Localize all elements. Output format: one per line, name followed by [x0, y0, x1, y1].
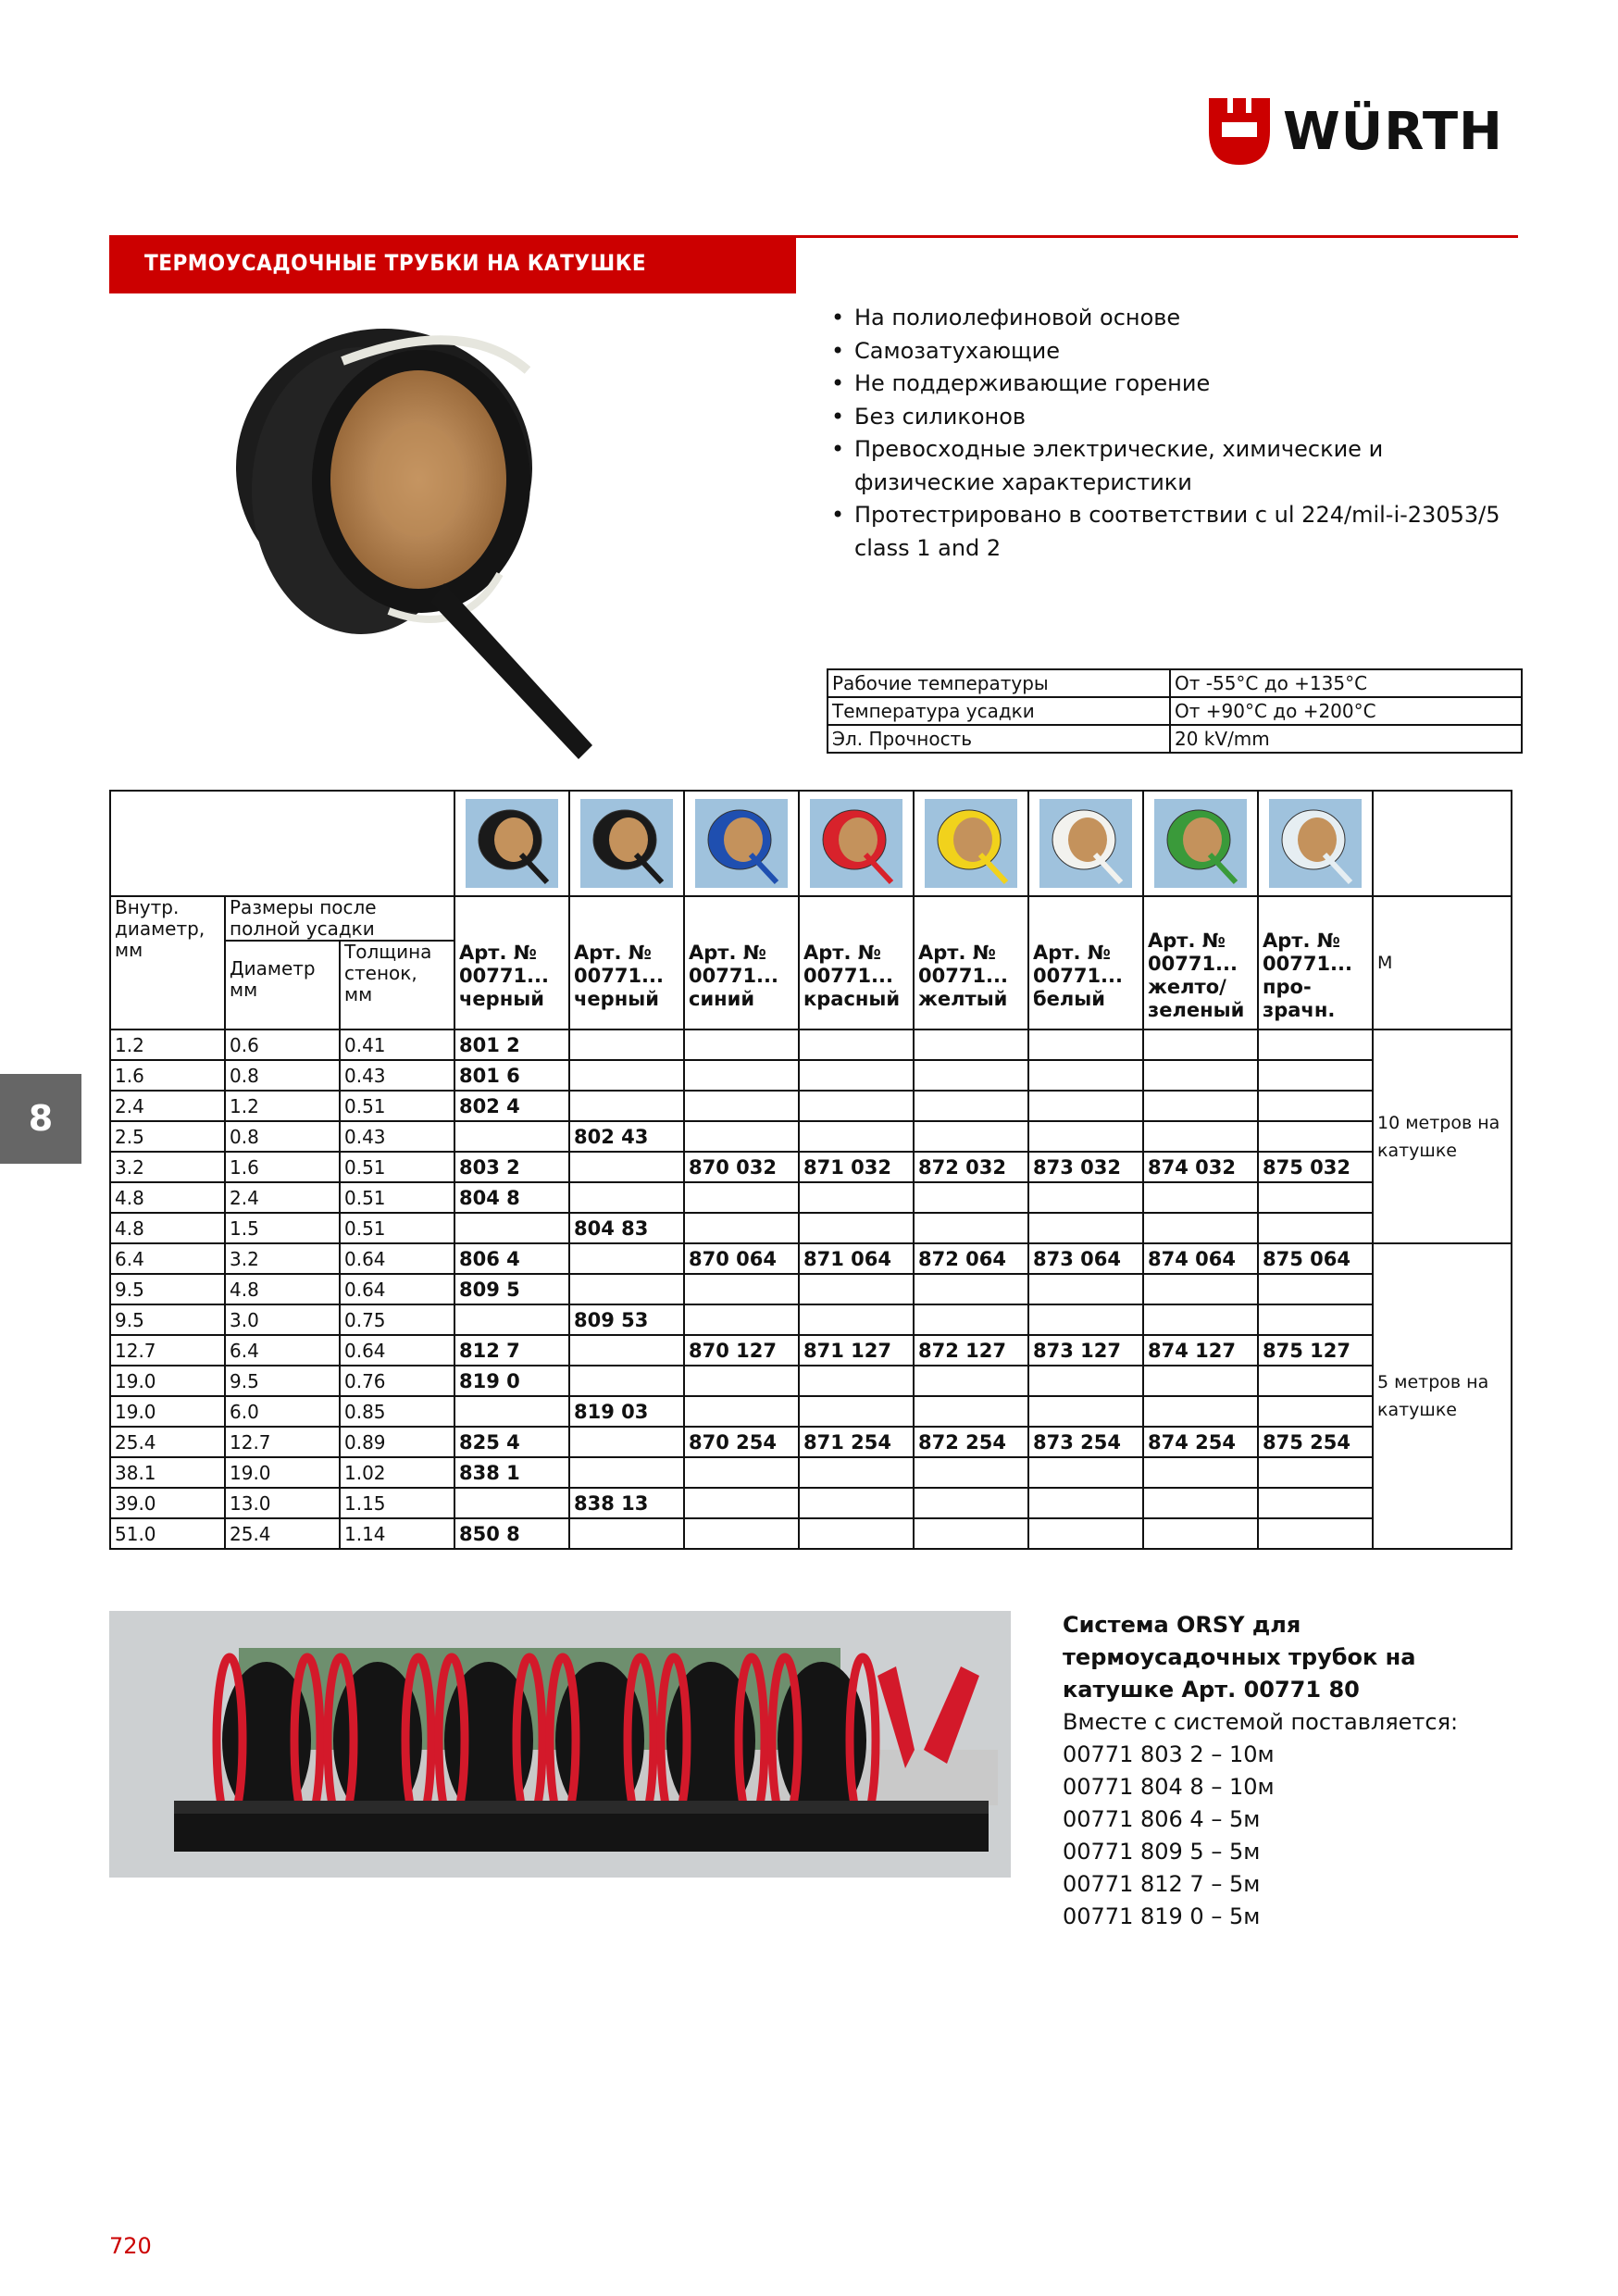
article-cell	[1143, 1121, 1258, 1152]
article-cell	[1143, 1091, 1258, 1121]
article-cell	[1028, 1182, 1143, 1213]
article-cell: 873 064	[1028, 1243, 1143, 1274]
length-group: 5 метров на катушке	[1373, 1243, 1512, 1549]
product-table	[109, 790, 1512, 1550]
dimension-cell: 38.1	[110, 1457, 225, 1488]
reel-swatch-icon	[1154, 799, 1247, 888]
article-cell	[1028, 1304, 1143, 1335]
reel-swatch-icon	[695, 799, 788, 888]
article-cell	[1258, 1396, 1373, 1427]
col-art: Арт. № 00771... синий	[684, 896, 799, 1029]
article-cell	[1143, 1518, 1258, 1549]
article-cell	[914, 1366, 1028, 1396]
article-cell: 875 064	[1258, 1243, 1373, 1274]
article-cell	[799, 1396, 914, 1427]
orsy-item: 00771 803 2 – 10м	[1063, 1741, 1275, 1767]
dimension-cell: 0.8	[225, 1060, 340, 1091]
length-group: 10 метров на катушке	[1373, 1029, 1512, 1243]
dimension-cell: 51.0	[110, 1518, 225, 1549]
col-art: Арт. № 00771... черный	[569, 896, 684, 1029]
col-art: Арт. № 00771... черный	[454, 896, 569, 1029]
col-art: Арт. № 00771... красный	[799, 896, 914, 1029]
article-cell	[1258, 1060, 1373, 1091]
table-row	[110, 1488, 1512, 1518]
dimension-cell: 4.8	[225, 1274, 340, 1304]
article-cell: 874 032	[1143, 1152, 1258, 1182]
article-cell: 838 1	[454, 1457, 569, 1488]
dimension-cell: 13.0	[225, 1488, 340, 1518]
dimension-cell: 9.5	[225, 1366, 340, 1396]
article-cell	[684, 1121, 799, 1152]
article-cell	[684, 1182, 799, 1213]
article-cell	[684, 1213, 799, 1243]
article-cell	[799, 1091, 914, 1121]
orsy-subtitle: Вместе с системой поставляется:	[1063, 1709, 1459, 1735]
article-cell	[1258, 1091, 1373, 1121]
article-cell	[1143, 1029, 1258, 1060]
dimension-cell: 2.4	[225, 1182, 340, 1213]
table-row	[110, 1182, 1512, 1213]
article-cell	[914, 1091, 1028, 1121]
article-cell	[1028, 1091, 1143, 1121]
article-cell: 804 8	[454, 1182, 569, 1213]
dimension-cell: 3.2	[110, 1152, 225, 1182]
article-cell	[799, 1182, 914, 1213]
article-cell: 871 032	[799, 1152, 914, 1182]
article-cell: 825 4	[454, 1427, 569, 1457]
table-row	[110, 1091, 1512, 1121]
col-diameter: Диаметр мм	[225, 941, 340, 1029]
page-number: 720	[109, 2233, 152, 2259]
article-cell: 875 254	[1258, 1427, 1373, 1457]
dimension-cell: 2.4	[110, 1091, 225, 1121]
article-cell	[1028, 1274, 1143, 1304]
spec-table	[827, 668, 1523, 754]
article-cell	[1028, 1213, 1143, 1243]
article-cell	[1258, 1274, 1373, 1304]
dimension-cell: 0.51	[340, 1213, 454, 1243]
col-wall: Толщина стенок, мм	[340, 941, 454, 1029]
article-cell	[1258, 1182, 1373, 1213]
article-cell: 812 7	[454, 1335, 569, 1366]
table-row	[110, 1366, 1512, 1396]
table-row	[110, 1304, 1512, 1335]
spec-label: Рабочие температуры	[828, 669, 1170, 697]
feature-item: • Без силиконов	[829, 401, 1505, 434]
orsy-item: 00771 812 7 – 5м	[1063, 1871, 1261, 1897]
dimension-cell: 19.0	[225, 1457, 340, 1488]
dimension-cell: 0.43	[340, 1060, 454, 1091]
dimension-cell: 9.5	[110, 1304, 225, 1335]
article-cell	[1258, 1121, 1373, 1152]
article-cell	[914, 1213, 1028, 1243]
dimension-cell: 1.2	[110, 1029, 225, 1060]
article-cell	[799, 1213, 914, 1243]
swatch-cell	[799, 791, 914, 896]
col-after-shrink: Размеры после полной усадки	[225, 896, 454, 941]
reel-swatch-icon	[1039, 799, 1132, 888]
header-rule	[794, 235, 1518, 238]
table-row	[110, 1518, 1512, 1549]
spec-row	[828, 669, 1522, 697]
article-cell: 850 8	[454, 1518, 569, 1549]
swatch-cell	[454, 791, 569, 896]
article-cell: 875 032	[1258, 1152, 1373, 1182]
dimension-cell: 1.15	[340, 1488, 454, 1518]
article-cell: 873 032	[1028, 1152, 1143, 1182]
col-art: Арт. № 00771... желто/ зеленый	[1143, 896, 1258, 1029]
table-row	[110, 1060, 1512, 1091]
swatch-cell	[1258, 791, 1373, 896]
article-cell	[1028, 1457, 1143, 1488]
col-inner-diameter: Внутр. диаметр, мм	[110, 896, 225, 1029]
article-cell	[569, 1518, 684, 1549]
dimension-cell: 6.0	[225, 1396, 340, 1427]
article-cell	[569, 1152, 684, 1182]
article-cell: 874 254	[1143, 1427, 1258, 1457]
article-cell	[1028, 1396, 1143, 1427]
orsy-item: 00771 819 0 – 5м	[1063, 1903, 1261, 1929]
article-cell	[1143, 1304, 1258, 1335]
article-cell	[1143, 1182, 1258, 1213]
dimension-cell: 4.8	[110, 1182, 225, 1213]
dimension-cell: 1.6	[110, 1060, 225, 1091]
article-cell	[1258, 1029, 1373, 1060]
article-cell	[569, 1335, 684, 1366]
wurth-logo-mark	[1209, 98, 1270, 165]
dimension-cell: 9.5	[110, 1274, 225, 1304]
wurth-logo-text: WÜRTH	[1283, 102, 1503, 162]
article-cell	[1258, 1304, 1373, 1335]
section-title-bar	[109, 235, 796, 293]
article-cell: 872 127	[914, 1335, 1028, 1366]
dimension-cell: 1.5	[225, 1213, 340, 1243]
article-cell: 819 03	[569, 1396, 684, 1427]
article-cell	[1258, 1518, 1373, 1549]
col-m: M	[1373, 896, 1512, 1029]
article-cell: 872 064	[914, 1243, 1028, 1274]
article-cell	[1258, 1213, 1373, 1243]
dimension-cell: 6.4	[110, 1243, 225, 1274]
orsy-item: 00771 809 5 – 5м	[1063, 1839, 1261, 1865]
article-cell: 838 13	[569, 1488, 684, 1518]
article-cell: 870 032	[684, 1152, 799, 1182]
orsy-item: 00771 806 4 – 5м	[1063, 1806, 1261, 1832]
spec-label: Эл. Прочность	[828, 725, 1170, 753]
table-row	[110, 1274, 1512, 1304]
feature-item: • На полиолефиновой основе	[829, 302, 1505, 335]
article-cell	[799, 1121, 914, 1152]
article-cell	[914, 1457, 1028, 1488]
reel-swatch-icon	[810, 799, 902, 888]
article-cell: 874 127	[1143, 1335, 1258, 1366]
orsy-description	[1063, 1609, 1516, 1933]
chapter-tab: 8	[0, 1074, 81, 1164]
dimension-cell: 3.2	[225, 1243, 340, 1274]
spec-value: 20 kV/mm	[1170, 725, 1522, 753]
dimension-cell: 0.64	[340, 1335, 454, 1366]
article-cell	[569, 1427, 684, 1457]
article-cell	[684, 1457, 799, 1488]
orsy-item: 00771 804 8 – 10м	[1063, 1774, 1275, 1800]
article-cell	[799, 1366, 914, 1396]
article-cell	[799, 1488, 914, 1518]
article-cell	[454, 1213, 569, 1243]
dimension-cell: 2.5	[110, 1121, 225, 1152]
article-cell: 803 2	[454, 1152, 569, 1182]
dimension-cell: 1.02	[340, 1457, 454, 1488]
dimension-cell: 12.7	[110, 1335, 225, 1366]
article-cell	[1028, 1060, 1143, 1091]
article-cell	[684, 1518, 799, 1549]
article-cell	[454, 1121, 569, 1152]
wurth-logo	[1209, 98, 1524, 165]
article-cell	[799, 1304, 914, 1335]
article-cell	[1258, 1366, 1373, 1396]
header-blank-m	[1373, 791, 1512, 896]
article-cell	[799, 1274, 914, 1304]
article-cell	[569, 1457, 684, 1488]
article-cell	[799, 1060, 914, 1091]
orsy-rack-photo	[109, 1611, 1011, 1878]
swatch-cell	[914, 791, 1028, 896]
dimension-cell: 25.4	[110, 1427, 225, 1457]
article-cell	[569, 1029, 684, 1060]
article-cell: 870 127	[684, 1335, 799, 1366]
article-cell	[1028, 1029, 1143, 1060]
dimension-cell: 0.51	[340, 1152, 454, 1182]
article-cell: 870 254	[684, 1427, 799, 1457]
article-cell	[914, 1488, 1028, 1518]
reel-swatch-icon	[925, 799, 1017, 888]
table-row	[110, 1213, 1512, 1243]
table-row	[110, 1243, 1512, 1274]
article-cell: 875 127	[1258, 1335, 1373, 1366]
dimension-cell: 0.8	[225, 1121, 340, 1152]
article-cell: 874 064	[1143, 1243, 1258, 1274]
article-cell	[1028, 1518, 1143, 1549]
table-row	[110, 1396, 1512, 1427]
dimension-cell: 0.89	[340, 1427, 454, 1457]
dimension-cell: 0.75	[340, 1304, 454, 1335]
table-row	[110, 1427, 1512, 1457]
article-cell	[1258, 1457, 1373, 1488]
dimension-cell: 0.76	[340, 1366, 454, 1396]
dimension-cell: 0.64	[340, 1274, 454, 1304]
dimension-cell: 25.4	[225, 1518, 340, 1549]
dimension-cell: 4.8	[110, 1213, 225, 1243]
article-cell	[684, 1060, 799, 1091]
dimension-cell: 6.4	[225, 1335, 340, 1366]
feature-item: • Превосходные электрические, химические и физические характеристики	[829, 433, 1505, 499]
article-cell	[1143, 1366, 1258, 1396]
article-cell	[914, 1274, 1028, 1304]
article-cell: 809 5	[454, 1274, 569, 1304]
reel-swatch-icon	[1269, 799, 1362, 888]
article-cell	[914, 1396, 1028, 1427]
article-cell: 809 53	[569, 1304, 684, 1335]
article-cell: 872 254	[914, 1427, 1028, 1457]
dimension-cell: 0.41	[340, 1029, 454, 1060]
article-cell	[1143, 1213, 1258, 1243]
article-cell	[569, 1243, 684, 1274]
article-cell	[454, 1304, 569, 1335]
article-cell	[684, 1366, 799, 1396]
dimension-cell: 19.0	[110, 1366, 225, 1396]
swatch-cell	[1028, 791, 1143, 896]
feature-list	[829, 302, 1505, 565]
orsy-title: Система ORSY для термоусадочных трубок на катушке Арт. 00771 80	[1063, 1612, 1416, 1703]
reel-swatch-icon	[466, 799, 558, 888]
dimension-cell: 0.51	[340, 1182, 454, 1213]
swatch-cell	[569, 791, 684, 896]
article-cell	[569, 1274, 684, 1304]
article-cell	[454, 1396, 569, 1427]
article-cell	[914, 1518, 1028, 1549]
article-cell	[684, 1396, 799, 1427]
article-cell	[1143, 1060, 1258, 1091]
image-header-row	[110, 791, 1512, 896]
article-cell: 806 4	[454, 1243, 569, 1274]
table-row	[110, 1121, 1512, 1152]
article-cell	[569, 1060, 684, 1091]
article-cell	[454, 1488, 569, 1518]
article-cell	[1143, 1396, 1258, 1427]
article-cell	[914, 1304, 1028, 1335]
feature-item: • Протестрировано в соответствии с ul 224/mil-i-23053/5 class 1 and 2	[829, 499, 1505, 565]
article-cell	[684, 1274, 799, 1304]
article-cell: 802 43	[569, 1121, 684, 1152]
article-cell: 871 254	[799, 1427, 914, 1457]
spec-value: От -55°С до +135°С	[1170, 669, 1522, 697]
feature-item: • Не поддерживающие горение	[829, 368, 1505, 401]
dimension-cell: 1.14	[340, 1518, 454, 1549]
dimension-cell: 0.6	[225, 1029, 340, 1060]
dimension-cell: 0.43	[340, 1121, 454, 1152]
swatch-cell	[684, 791, 799, 896]
article-cell: 873 254	[1028, 1427, 1143, 1457]
article-cell	[799, 1457, 914, 1488]
article-cell	[914, 1029, 1028, 1060]
article-cell	[684, 1091, 799, 1121]
article-cell: 804 83	[569, 1213, 684, 1243]
article-cell	[684, 1029, 799, 1060]
col-art: Арт. № 00771... желтый	[914, 896, 1028, 1029]
spec-label: Температура усадки	[828, 697, 1170, 725]
header-blank	[110, 791, 454, 896]
article-cell: 801 2	[454, 1029, 569, 1060]
article-cell: 870 064	[684, 1243, 799, 1274]
article-cell: 873 127	[1028, 1335, 1143, 1366]
article-cell: 801 6	[454, 1060, 569, 1091]
table-row	[110, 1152, 1512, 1182]
dimension-cell: 19.0	[110, 1396, 225, 1427]
article-cell	[1258, 1488, 1373, 1518]
article-cell	[1028, 1121, 1143, 1152]
header-row-1	[110, 896, 1512, 941]
feature-item: • Самозатухающие	[829, 335, 1505, 368]
dimension-cell: 3.0	[225, 1304, 340, 1335]
article-cell	[799, 1029, 914, 1060]
section-title: ТЕРМОУСАДОЧНЫЕ ТРУБКИ НА КАТУШКЕ	[144, 250, 647, 276]
table-row	[110, 1457, 1512, 1488]
col-art: Арт. № 00771... белый	[1028, 896, 1143, 1029]
article-cell: 819 0	[454, 1366, 569, 1396]
dimension-cell: 1.6	[225, 1152, 340, 1182]
article-cell	[914, 1182, 1028, 1213]
article-cell	[569, 1366, 684, 1396]
article-cell: 802 4	[454, 1091, 569, 1121]
article-cell	[1143, 1274, 1258, 1304]
article-cell	[1143, 1488, 1258, 1518]
col-art: Арт. № 00771... про- зрачн.	[1258, 896, 1373, 1029]
spec-row	[828, 725, 1522, 753]
spec-row	[828, 697, 1522, 725]
article-cell: 872 032	[914, 1152, 1028, 1182]
table-row	[110, 1029, 1512, 1060]
article-cell	[569, 1091, 684, 1121]
swatch-cell	[1143, 791, 1258, 896]
dimension-cell: 0.85	[340, 1396, 454, 1427]
article-cell: 871 127	[799, 1335, 914, 1366]
dimension-cell: 12.7	[225, 1427, 340, 1457]
tube-reel-photo	[222, 306, 611, 768]
article-cell	[1028, 1366, 1143, 1396]
dimension-cell: 39.0	[110, 1488, 225, 1518]
dimension-cell: 0.64	[340, 1243, 454, 1274]
article-cell	[914, 1121, 1028, 1152]
reel-swatch-icon	[580, 799, 673, 888]
article-cell: 871 064	[799, 1243, 914, 1274]
dimension-cell: 0.51	[340, 1091, 454, 1121]
table-row	[110, 1335, 1512, 1366]
article-cell	[1143, 1457, 1258, 1488]
spec-value: От +90°С до +200°С	[1170, 697, 1522, 725]
dimension-cell: 1.2	[225, 1091, 340, 1121]
article-cell	[799, 1518, 914, 1549]
article-cell	[684, 1488, 799, 1518]
article-cell	[684, 1304, 799, 1335]
article-cell	[1028, 1488, 1143, 1518]
article-cell	[569, 1182, 684, 1213]
article-cell	[914, 1060, 1028, 1091]
